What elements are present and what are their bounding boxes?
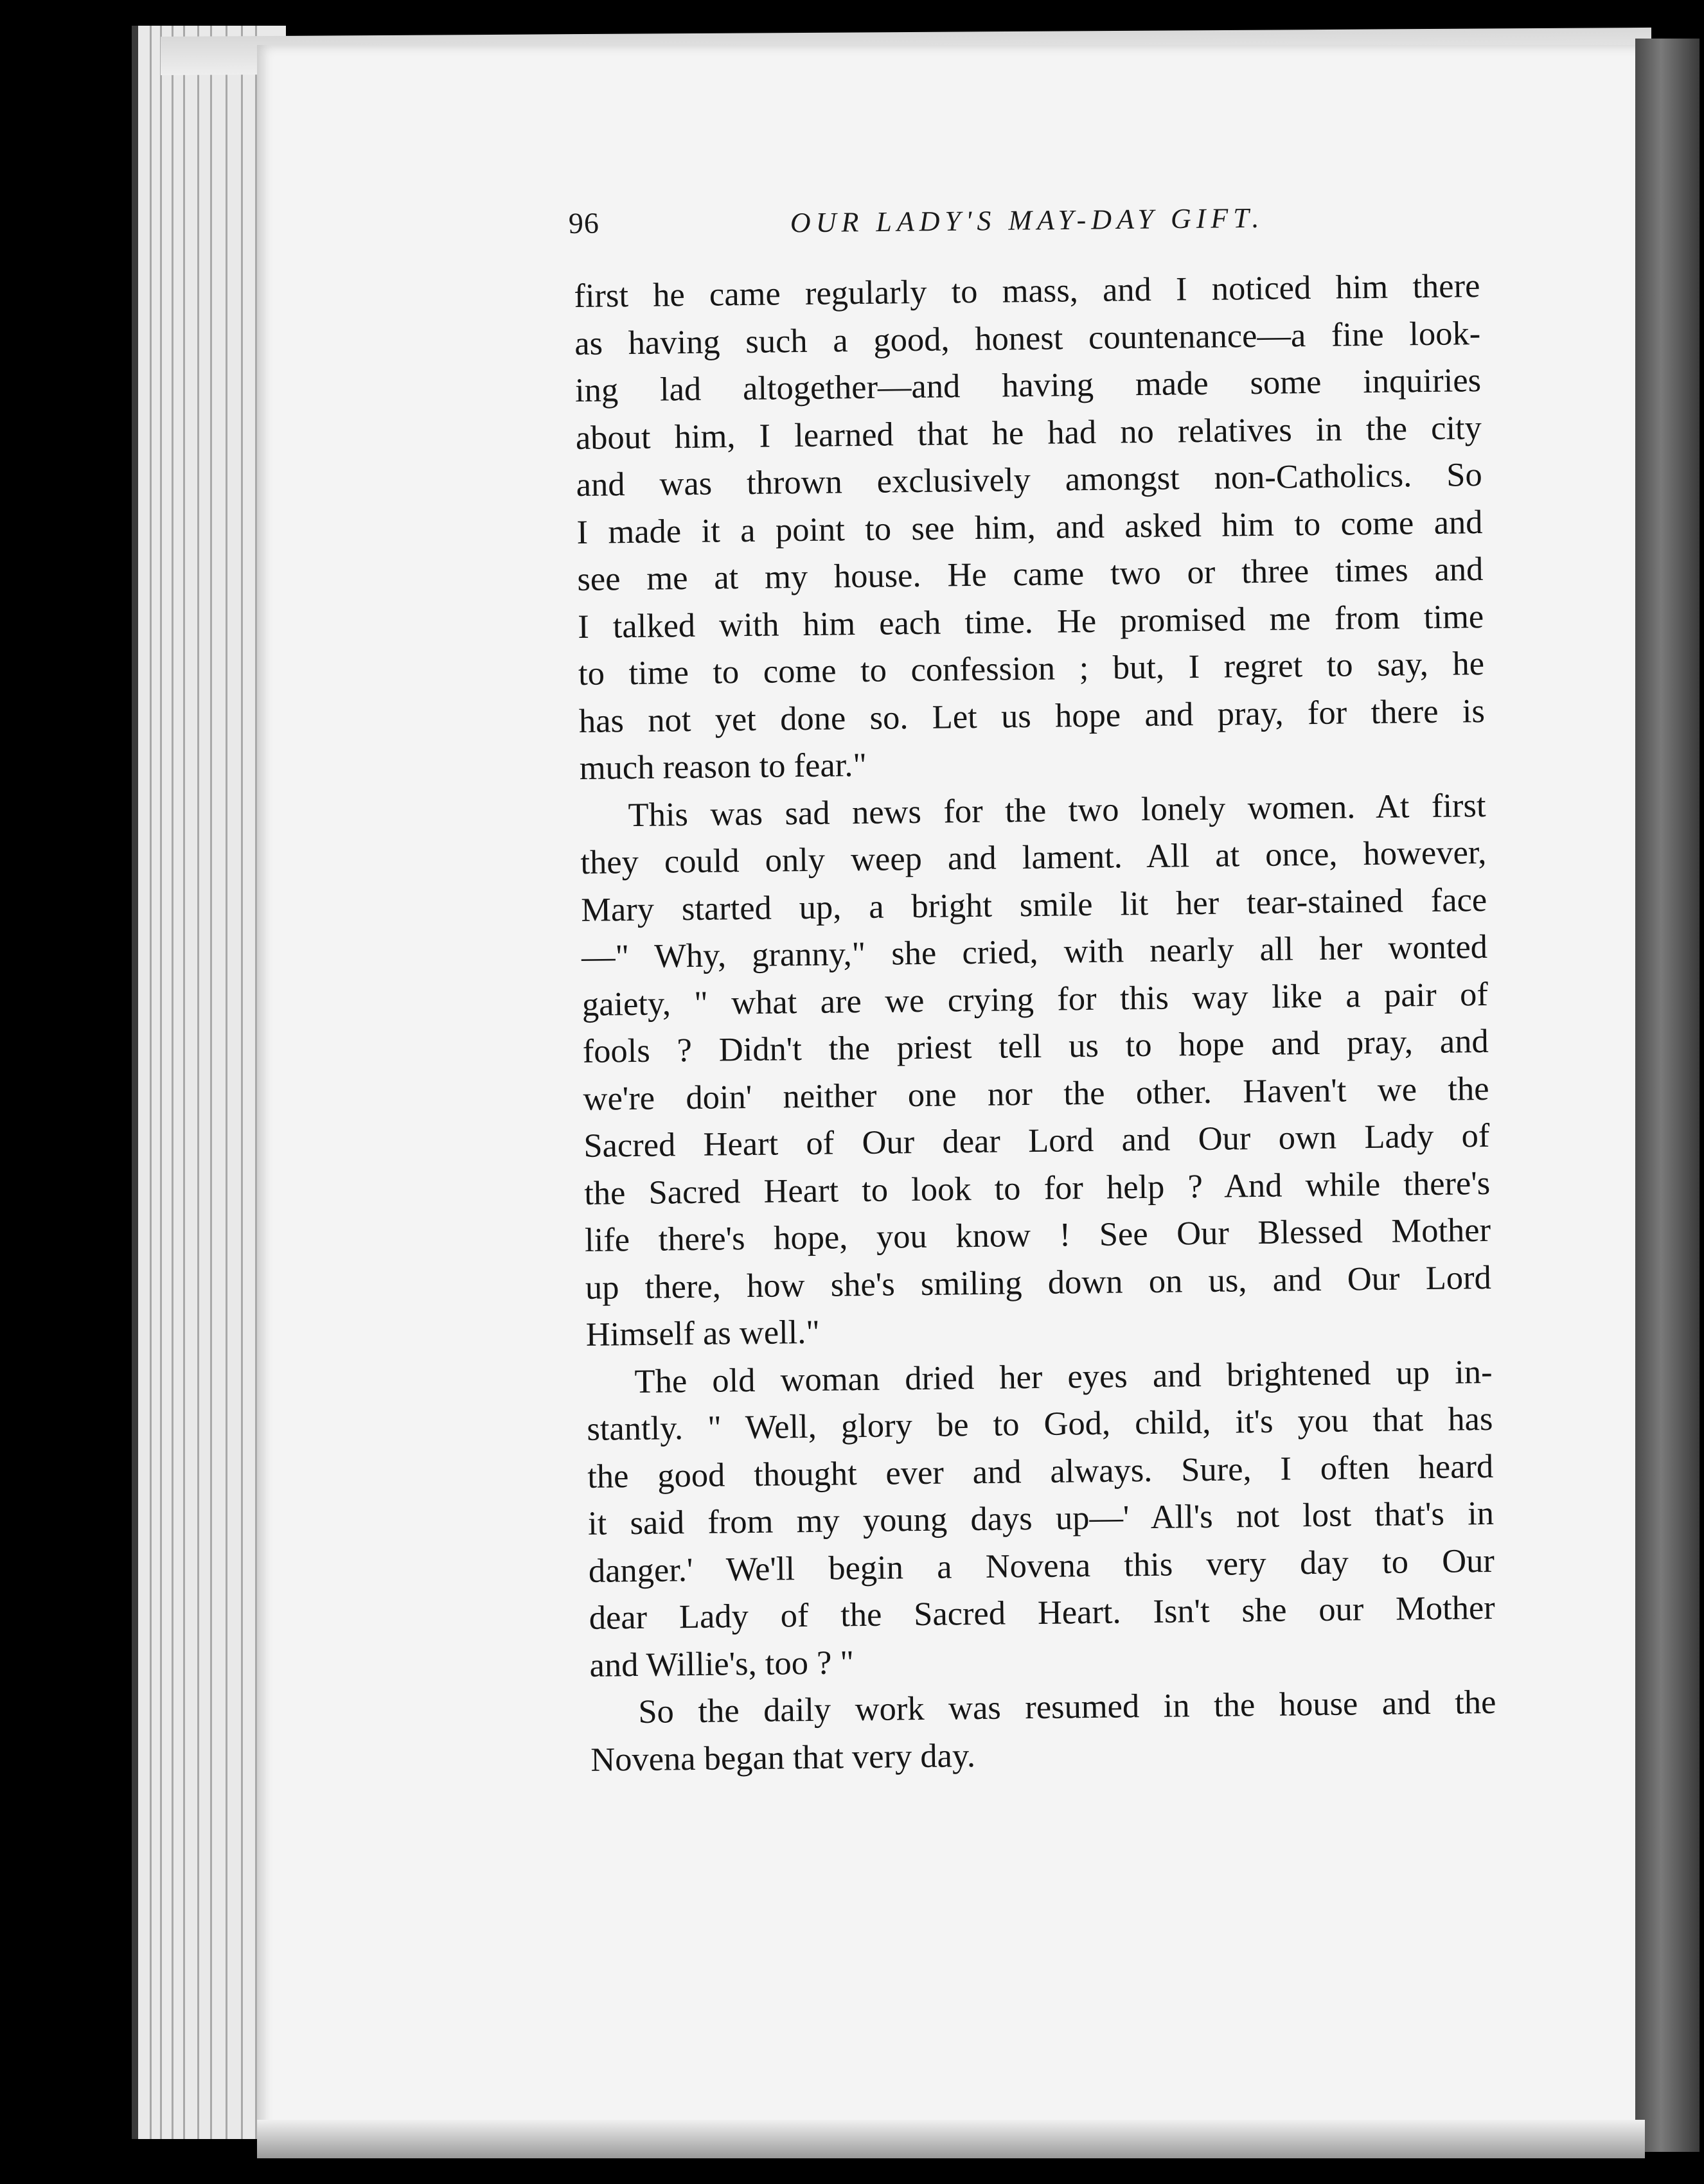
text-line: they could only weep and lament. All at once, however, (580, 833, 1487, 881)
page-edge-line (226, 26, 227, 2139)
text-line: has not yet done so. Let us hope and pray, for there is (578, 692, 1486, 740)
paragraph (590, 1679, 1497, 1784)
page-edge-line (197, 26, 199, 2139)
text-line: and Willie's, too ? " (589, 1643, 855, 1684)
text-line: to time to come to confession ; but, I regret to say, he (578, 644, 1485, 692)
text-line: I talked with him each time. He promised me from time (577, 597, 1484, 646)
text-line: stantly. " Well, glory be to God, child, it's you that has (587, 1400, 1493, 1448)
text-line: This was sad news for the two lonely women. At first (628, 786, 1486, 834)
page-number: 96 (568, 206, 600, 240)
text-line: I made it a point to see him, and asked him to come and (576, 503, 1483, 551)
text-line: —" Why, granny," she cried, with nearly all her wonted (581, 928, 1488, 976)
text-line: the Sacred Heart to look to for help ? And while there's (583, 1164, 1491, 1212)
text-line: Himself as well." (585, 1313, 821, 1353)
text-line: we're doin' neither one nor the other. Haven't we the (583, 1070, 1489, 1118)
page-edge-line (241, 26, 243, 2139)
text-line: the good thought ever and always. Sure, I often heard (587, 1447, 1494, 1495)
page-edge-line (210, 26, 212, 2139)
text-line: So the daily work was resumed in the house and the (638, 1683, 1496, 1731)
text-line: fools ? Didn't the priest tell us to hope and pray, and (582, 1022, 1489, 1070)
text-line: Sacred Heart of Our dear Lord and Our own Lady of (583, 1116, 1490, 1165)
text-line: danger.' We'll begin a Novena this very day to Our (588, 1542, 1495, 1590)
text-line: first he came regularly to mass, and I noticed him there (574, 267, 1480, 315)
book-binding-edge (1635, 39, 1700, 2152)
text-line: up there, how she's smiling down on us, and Our Lord (585, 1258, 1492, 1307)
text-line: as having such a good, honest countenance—a fine look- (574, 314, 1481, 362)
page-edge-line (160, 26, 162, 2139)
text-line: dear Lady of the Sacred Heart. Isn't she our Mother (589, 1589, 1495, 1637)
body-text (574, 263, 1497, 1784)
text-line: it said from my young days up—' All's not lost that's in (587, 1494, 1495, 1542)
page-edge-line (172, 26, 173, 2139)
text-line: ing lad altogether—and having made some inquiries (574, 361, 1482, 409)
text-line: gaiety, " what are we crying for this way like a pair of (581, 975, 1489, 1023)
paragraph (574, 263, 1486, 792)
text-line: life there's hope, you know ! See Our Blessed Mother (584, 1211, 1491, 1259)
page-bottom-shadow (257, 2120, 1645, 2158)
text-line: about him, I learned that he had no relatives in the city (575, 409, 1482, 457)
paragraph (586, 1348, 1496, 1689)
text-line: The old woman dried her eyes and brightened up in- (634, 1353, 1493, 1400)
text-line: see me at my house. He came two or three times and (577, 550, 1484, 598)
running-title: OUR LADY'S MAY-DAY GIFT. (790, 202, 1265, 239)
page-edge-line (150, 26, 152, 2139)
text-line: Novena began that very day. (590, 1736, 976, 1779)
running-head (569, 198, 1302, 258)
paragraph (580, 782, 1492, 1359)
text-line: much reason to fear." (579, 746, 867, 787)
text-line: Mary started up, a bright smile lit her tear-stained face (580, 881, 1487, 929)
text-line: and was thrown exclusively amongst non-Catholics. So (576, 455, 1482, 504)
page-edge-line (183, 26, 185, 2139)
